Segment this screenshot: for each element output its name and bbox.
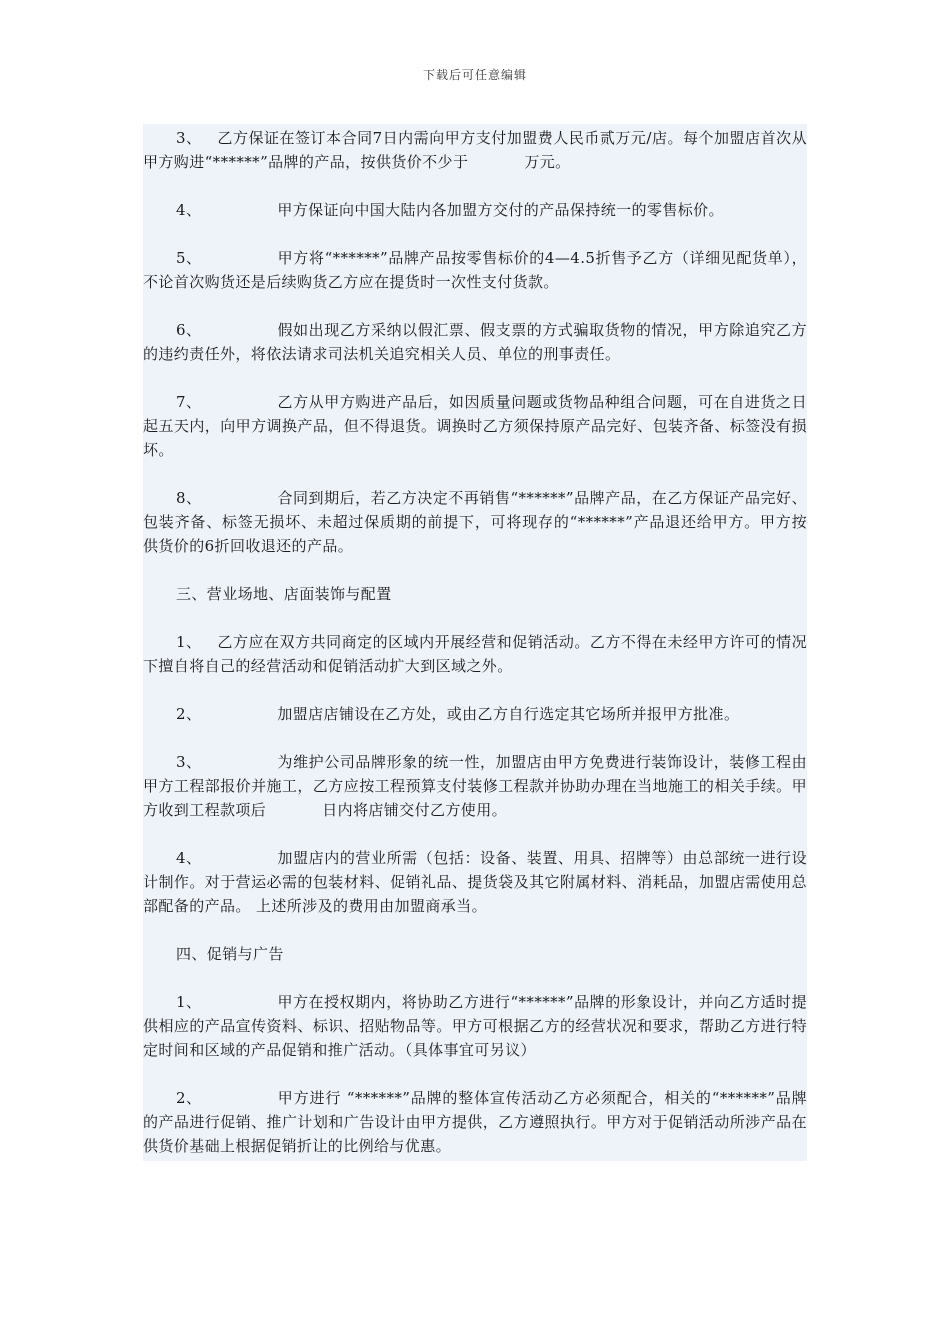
clause-text: 甲方将“******”品牌产品按零售标价的4—4.5折售予乙方（详细见配货单），不论首次购货还是后续购货乙方应在提货时一次性支付货款。 xyxy=(143,249,807,291)
section-heading: 四、促销与广告 xyxy=(176,945,284,963)
clause-1-promotion-support xyxy=(143,990,807,1062)
clause-text: 假如出现乙方采纳以假汇票、假支票的方式骗取货物的情况，甲方除追究乙方的违约责任外，将依法请求司法机关追究相关人员、单位的刑事责任。 xyxy=(143,321,807,363)
clause-number: 1、 xyxy=(176,633,202,651)
clause-3-franchise-fee xyxy=(143,126,807,174)
section-heading-3 xyxy=(143,582,807,606)
clause-number: 5、 xyxy=(176,249,202,267)
document-body xyxy=(143,124,807,1161)
clause-number: 3、 xyxy=(176,129,202,147)
clause-text: 乙方从甲方购进产品后，如因质量问题或货物品种组合问题，可在自进货之日起五天内，向甲方调换产品，但不得退货。调换时乙方须保持原产品完好、包装齐备、标签没有损坏。 xyxy=(143,393,807,459)
clause-number: 6、 xyxy=(176,321,202,339)
clause-text: 为维护公司品牌形象的统一性，加盟店由甲方免费进行装饰设计，装修工程由甲方工程部报价并施工，乙方应按工程预算支付装修工程款并协助办理在当地施工的相关手续。甲方收到工程款项后 xyxy=(143,753,807,819)
clause-text: 加盟店店铺设在乙方处，或由乙方自行选定其它场所并报甲方批准。 xyxy=(277,705,740,723)
clause-3-decoration xyxy=(143,750,807,822)
clause-number: 4、 xyxy=(176,849,202,867)
clause-number: 2、 xyxy=(176,1089,202,1107)
section-heading-4 xyxy=(143,942,807,966)
clause-text: 乙方保证在签订本合同7日内需向甲方支付加盟费人民币贰万元/店。每个加盟店首次从甲方购进“******”品牌的产品，按供货价不少于 xyxy=(143,129,807,171)
clause-6-fraud xyxy=(143,318,807,366)
clause-7-exchange xyxy=(143,390,807,462)
page-header: 下载后可任意编辑 xyxy=(422,68,527,82)
clause-text-continued: 日内将店铺交付乙方使用。 xyxy=(322,801,508,819)
clause-text: 乙方应在双方共同商定的区域内开展经营和促销活动。乙方不得在未经甲方许可的情况下擅自将自己的经营活动和促销活动扩大到区域之外。 xyxy=(143,633,807,675)
clause-text: 甲方在授权期内，将协助乙方进行“******”品牌的形象设计，并向乙方适时提供相应的产品宣传资料、标识、招贴物品等。甲方可根据乙方的经营状况和要求，帮助乙方进行特定时间和区域的产品促销和推广活动。（具体事宜可另议） xyxy=(143,993,807,1059)
section-heading: 三、营业场地、店面装饰与配置 xyxy=(176,585,392,603)
clause-4-retail-price xyxy=(143,198,807,222)
clause-number: 1、 xyxy=(176,993,202,1011)
clause-1-territory xyxy=(143,630,807,678)
clause-text: 甲方进行 “******”品牌的整体宣传活动乙方必须配合，相关的“******”品牌的产品进行促销、推广计划和广告设计由甲方提供，乙方遵照执行。甲方对于促销活动所涉产品在供货价基础上根据促销折让的比例给与优惠。 xyxy=(143,1089,807,1155)
clause-number: 2、 xyxy=(176,705,202,723)
clause-text: 甲方保证向中国大陆内各加盟方交付的产品保持统一的零售标价。 xyxy=(277,201,724,219)
clause-5-discount xyxy=(143,246,807,294)
clause-number: 3、 xyxy=(176,753,202,771)
clause-8-return xyxy=(143,486,807,558)
clause-2-store-location xyxy=(143,702,807,726)
clause-number: 8、 xyxy=(176,489,202,507)
clause-text-continued: 万元。 xyxy=(524,153,571,171)
clause-text: 加盟店内的营业所需（包括：设备、装置、用具、招牌等）由总部统一进行设计制作。对于营运必需的包装材料、促销礼品、提货袋及其它附属材料、消耗品，加盟店需使用总部配备的产品。 上述所涉及的费用由加盟商承当。 xyxy=(143,849,807,915)
clause-text: 合同到期后，若乙方决定不再销售“******”品牌产品，在乙方保证产品完好、包装齐备、标签无损坏、未超过保质期的前提下，可将现存的“******”产品退还给甲方。甲方按供货价的6折回收退还的产品。 xyxy=(143,489,807,555)
clause-2-brand-campaign xyxy=(143,1086,807,1158)
clause-number: 4、 xyxy=(176,201,202,219)
clause-number: 7、 xyxy=(176,393,202,411)
clause-4-supplies xyxy=(143,846,807,918)
